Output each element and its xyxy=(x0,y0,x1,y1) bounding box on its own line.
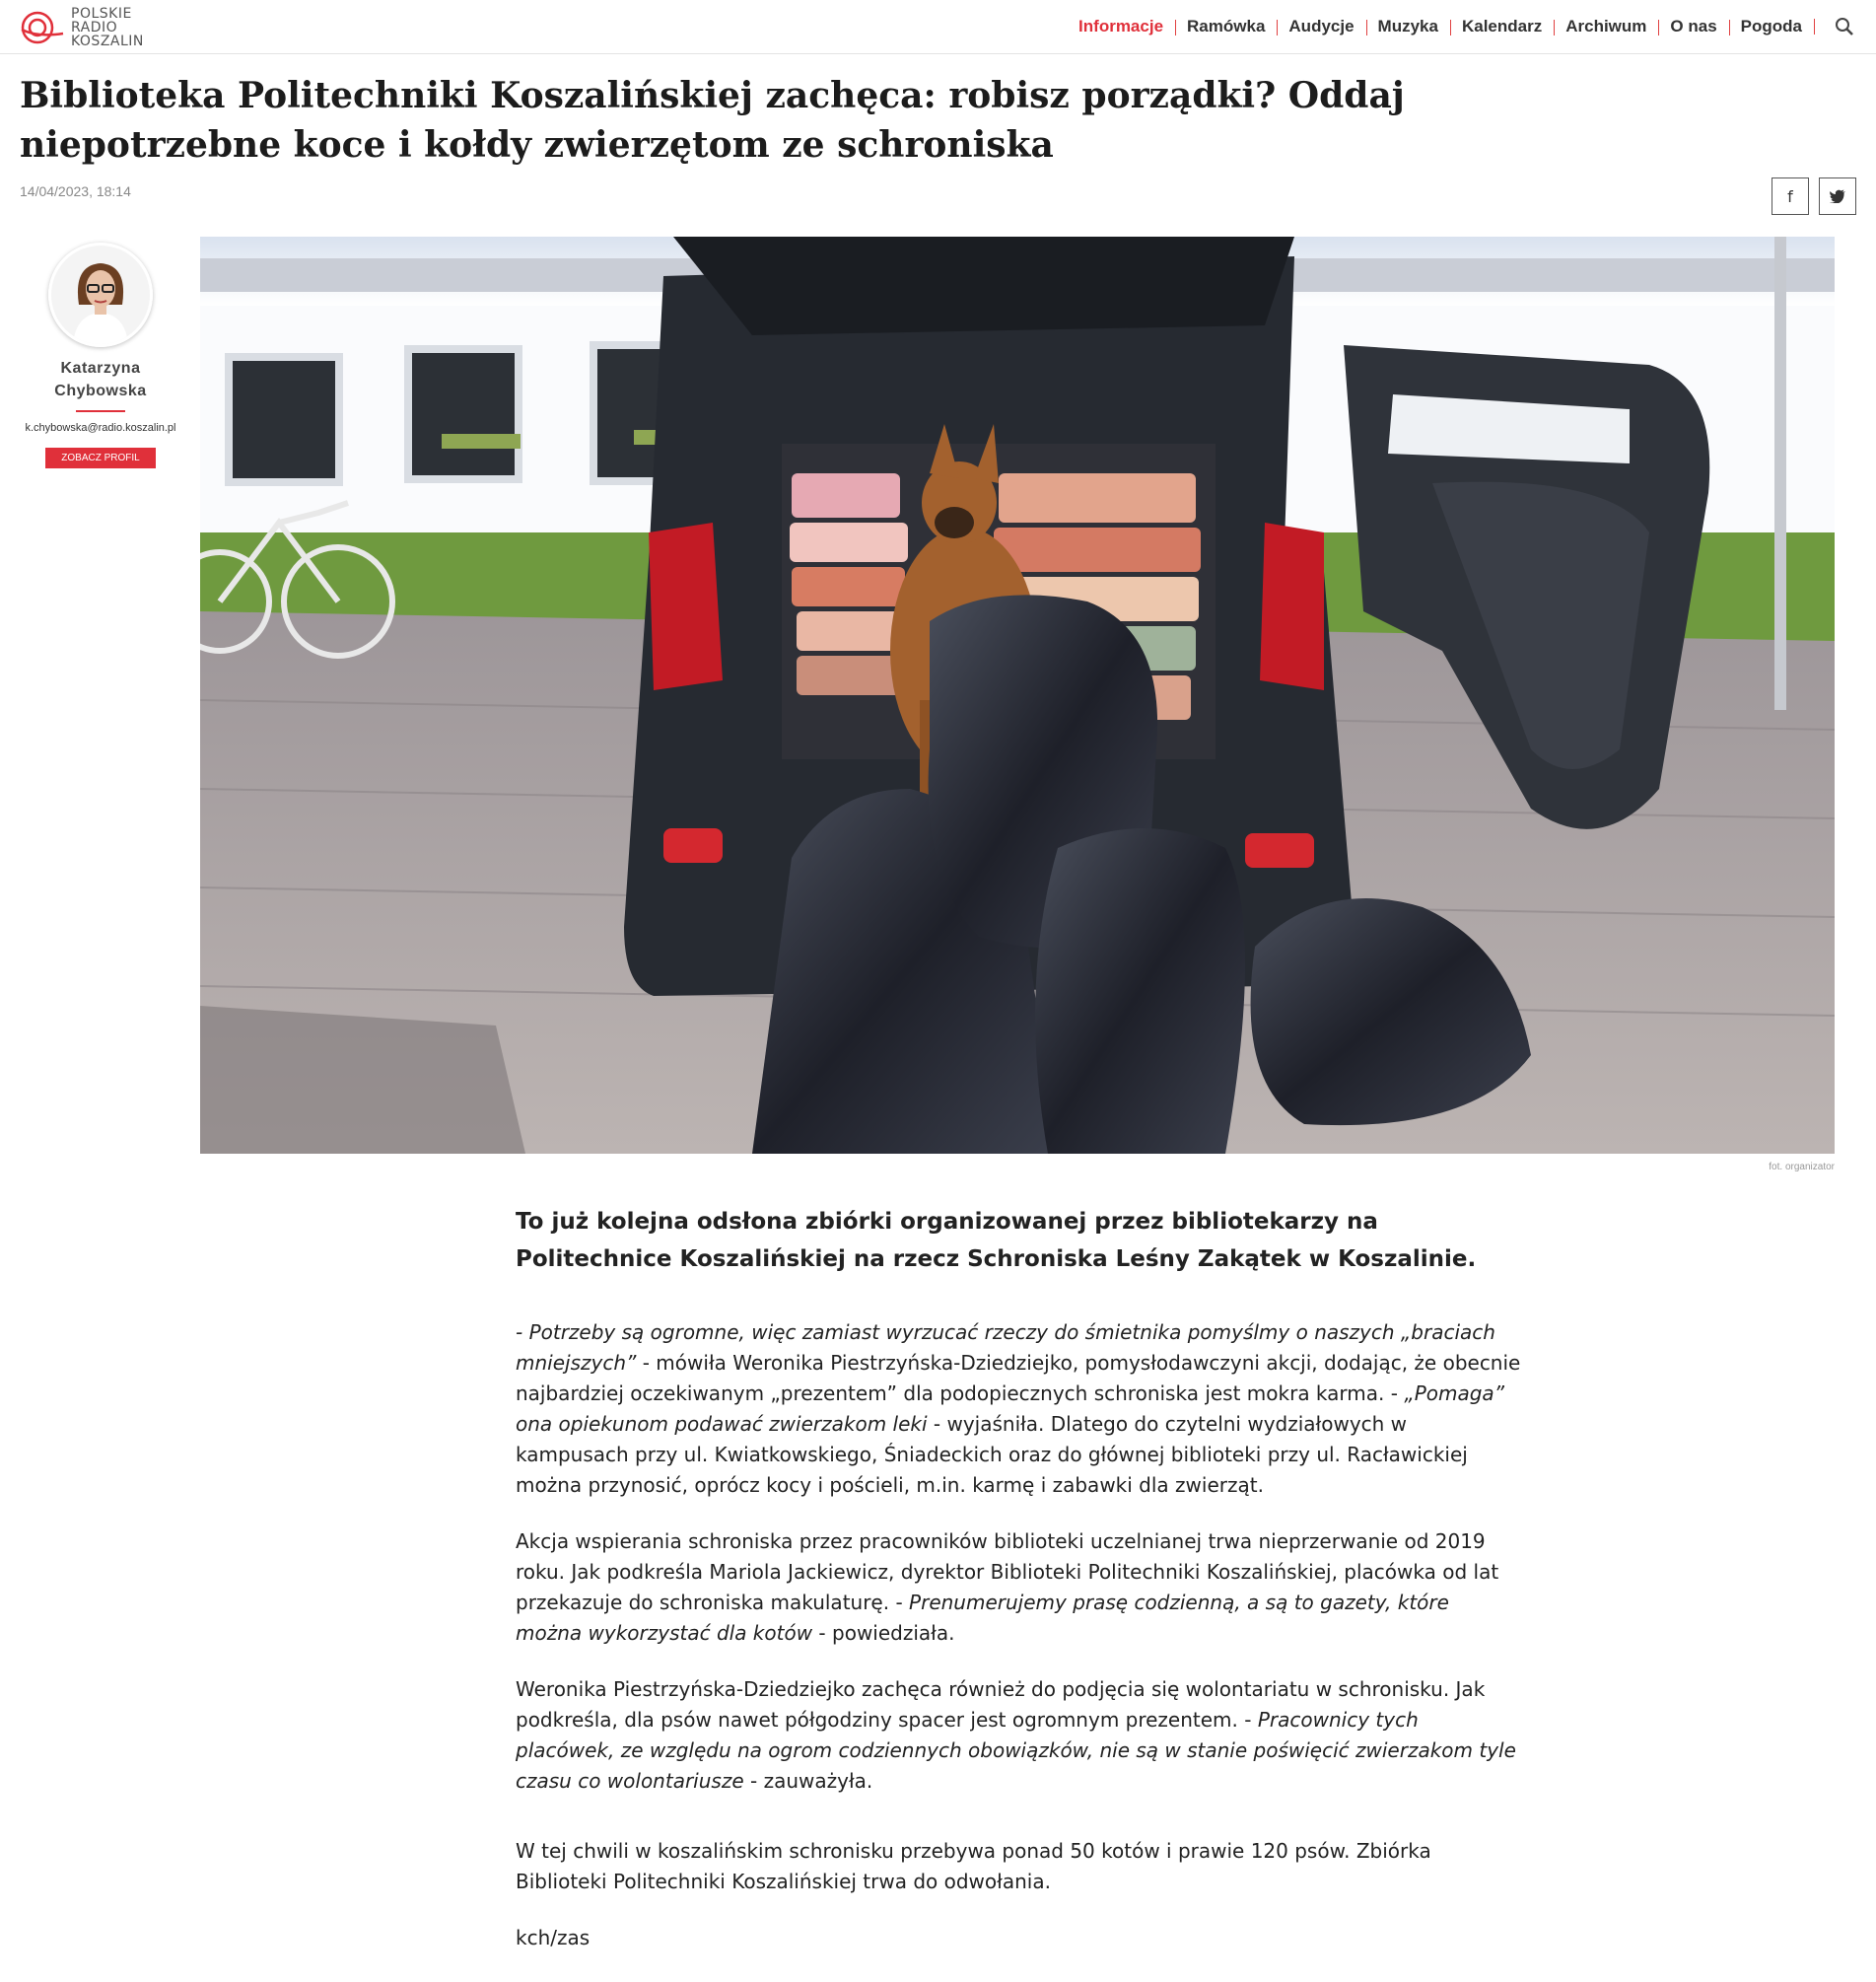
facebook-share-icon[interactable]: f xyxy=(1772,177,1809,215)
paragraph-1-text-2: - wyjaśniła. Dlatego do czytelni wydziałowych w kampusach przy ul. Kwiatkowskiego, Śniadeckich oraz do głównej biblioteki przy ul. Racławickiej można przynosić, oprócz kocy i pościeli, m.in. karmę i zabawki dla zwierząt. xyxy=(516,1412,1468,1497)
nav-archiwum[interactable]: Archiwum xyxy=(1554,17,1658,36)
top-navigation-bar xyxy=(0,0,1876,54)
author-first-name: Katarzyna xyxy=(60,360,141,377)
search-icon[interactable] xyxy=(1833,15,1856,38)
paragraph-2-text-2: - powiedziała. xyxy=(812,1621,955,1645)
paragraph-1-text-1: - mówiła Weronika Piestrzyńska-Dziedziejko, pomysłodawczyni akcji, dodając, że obecnie najbardziej oczekiwanym „prezentem” dla podopiecznych schroniska jest mokra karma. - xyxy=(516,1351,1521,1405)
nav-informacje[interactable]: Informacje xyxy=(1078,17,1164,35)
article-date: 14/04/2023, 18:14 xyxy=(20,183,131,199)
paragraph-3-text-1: Weronika Piestrzyńska-Dziedziejko zachęca również do podjęcia się wolontariatu w schronisku. Jak podkreśla, dla psów nawet półgodziny spacer jest ogromnym prezentem. - xyxy=(516,1677,1486,1732)
article-body xyxy=(516,1203,1521,1953)
nav-audycje[interactable]: Audycje xyxy=(1277,17,1365,36)
paragraph-2 xyxy=(516,1526,1521,1649)
article-lead: To już kolejna odsłona zbiórki organizowanej przez bibliotekarzy na Politechnice Koszalińskiej na rzecz Schroniska Leśny Zakątek w Koszalinie. xyxy=(516,1209,1477,1272)
nav-kalendarz[interactable]: Kalendarz xyxy=(1450,17,1554,36)
paragraph-1 xyxy=(516,1317,1521,1501)
nav-o-nas[interactable]: O nas xyxy=(1658,17,1728,36)
paragraph-4: W tej chwili w koszalińskim schronisku przebywa ponad 50 kotów i prawie 120 psów. Zbiórka Biblioteki Politechniki Koszalińskiej trwa do odwołania. xyxy=(516,1839,1431,1893)
twitter-share-icon[interactable] xyxy=(1819,177,1856,215)
author-name[interactable] xyxy=(18,357,183,402)
paragraph-3-text-2: - zauważyła. xyxy=(743,1769,873,1793)
paragraph-2-text-1: Akcja wspierania schroniska przez pracowników biblioteki uczelnianej trwa nieprzerwanie od 2019 roku. Jak podkreśla Mariola Jackiewicz, dyrektor Biblioteki Politechniki Koszalińskiej, placówka od lat przekazuje do schroniska makulaturę. - xyxy=(516,1529,1499,1614)
quote-2: „Pomaga” ona opiekunom podawać zwierzakom leki xyxy=(516,1381,1505,1436)
quote-4: Pracownicy tych placówek, ze względu na ogrom codziennych obowiązków, nie są w stanie poświęcić zwierzakom tyle czasu co wolontariusze xyxy=(516,1708,1516,1793)
photo-credit: fot. organizator xyxy=(1769,1162,1835,1172)
logo-line-1: POLSKIE xyxy=(71,6,132,22)
nav-muzyka[interactable]: Muzyka xyxy=(1366,17,1450,36)
quote-3: Prenumerujemy prasę codzienną, a są to gazety, które można wykorzystać dla kotów xyxy=(516,1591,1449,1645)
quote-1: - Potrzeby są ogromne, więc zamiast wyrzucać rzeczy do śmietnika pomyślmy o naszych „braciach mniejszych” xyxy=(516,1320,1495,1375)
article-signature: kch/zas xyxy=(516,1926,591,1949)
author-divider xyxy=(76,410,125,412)
main-nav xyxy=(1067,0,1819,53)
author-card xyxy=(18,243,183,468)
paragraph-3 xyxy=(516,1674,1521,1797)
nav-pogoda[interactable]: Pogoda xyxy=(1729,17,1814,36)
logo-line-2: RADIO xyxy=(71,20,118,35)
nav-ramowka[interactable]: Ramówka xyxy=(1175,17,1277,36)
author-last-name: Chybowska xyxy=(54,383,147,399)
logo-line-3: KOSZALIN xyxy=(71,34,144,49)
site-logo[interactable] xyxy=(20,6,144,49)
article-photo xyxy=(200,237,1835,1154)
article-title: Biblioteka Politechniki Koszalińskiej zachęca: robisz porządki? Oddaj niepotrzebne koce i kołdy zwierzętom ze schroniska xyxy=(20,75,1405,166)
view-profile-button[interactable]: ZOBACZ PROFIL xyxy=(45,448,155,468)
radio-logo-icon xyxy=(20,8,65,47)
share-buttons xyxy=(1772,177,1856,215)
author-avatar[interactable] xyxy=(48,243,153,347)
author-email[interactable]: k.chybowska@radio.koszalin.pl xyxy=(25,422,176,434)
nav-separator xyxy=(1814,19,1815,35)
